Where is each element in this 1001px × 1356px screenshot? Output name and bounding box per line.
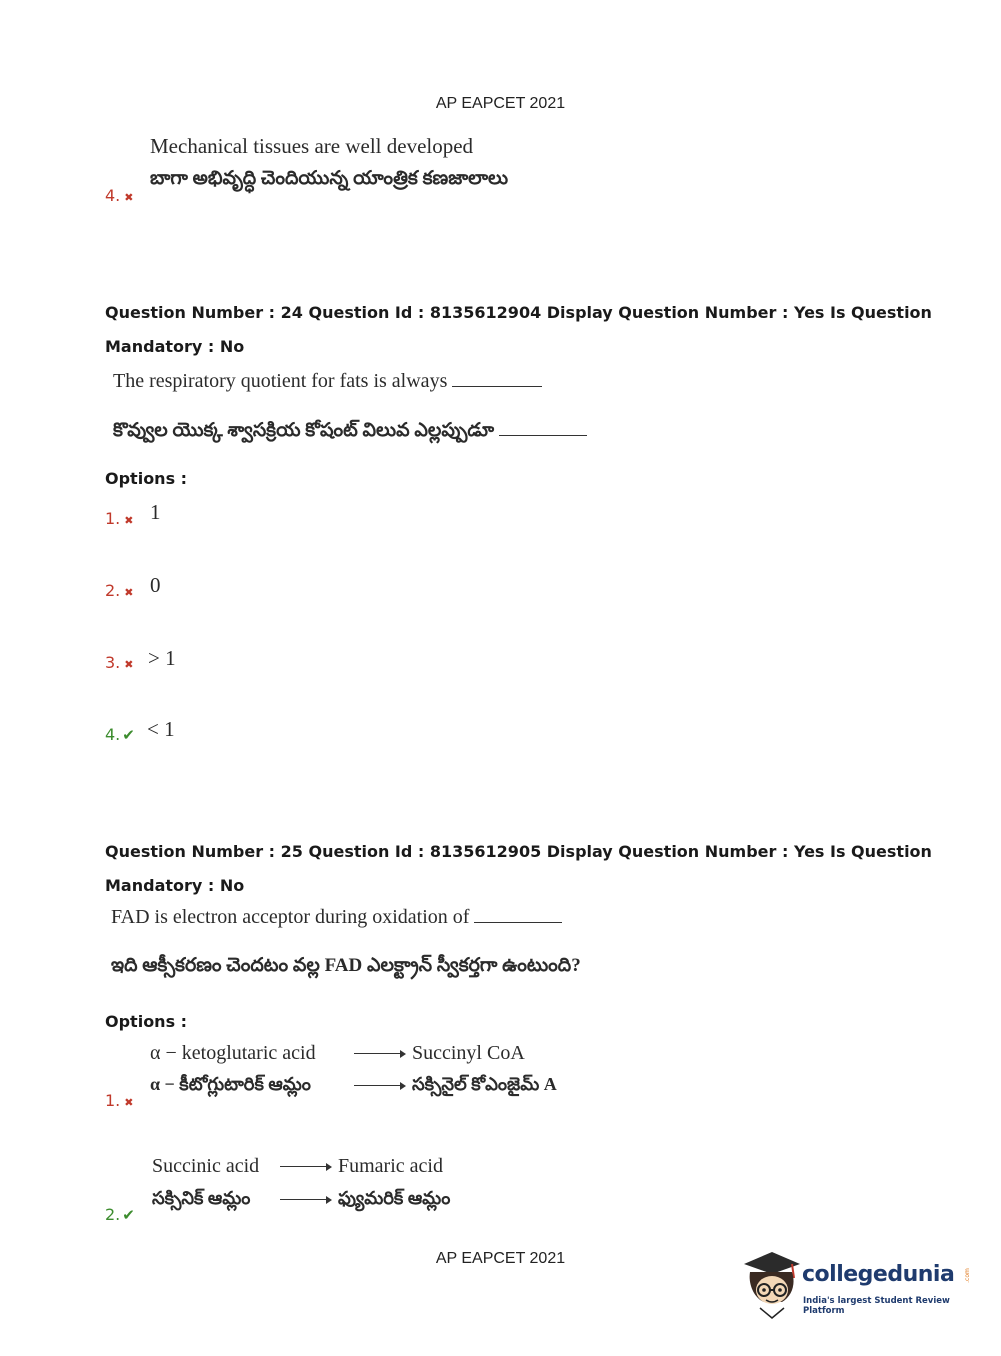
option-text: < 1 bbox=[147, 717, 175, 741]
option-number: 2. ✔ bbox=[105, 1205, 135, 1224]
cross-icon: ✖ bbox=[124, 1096, 134, 1109]
answer-blank bbox=[474, 921, 562, 923]
option-number: 1. ✖ bbox=[105, 509, 134, 528]
reaction-arrow bbox=[354, 1049, 406, 1059]
option-number: 4. ✖ bbox=[105, 186, 134, 205]
question-header-line: Question Number : 24 Question Id : 8135612904 Display Question Number : Yes Is Question bbox=[105, 303, 932, 322]
option-reaction-te: α − కీటోగ్లుటారిక్ ఆమ్లం సక్సినైల్ కోఎంజైమ్ A bbox=[150, 1074, 557, 1094]
option-reaction-en: α − ketoglutaric acid Succinyl CoA bbox=[150, 1042, 525, 1064]
options-label: Options : bbox=[105, 1012, 188, 1031]
mascot-icon bbox=[742, 1250, 802, 1320]
question-text-en: FAD is electron acceptor during oxidation of bbox=[111, 906, 562, 929]
options-label: Options : bbox=[105, 469, 188, 488]
option-text: 1 bbox=[150, 500, 161, 524]
option-text: 0 bbox=[150, 573, 161, 597]
option-reaction-en: Succinic acid Fumaric acid bbox=[152, 1155, 443, 1177]
reaction-arrow bbox=[280, 1195, 332, 1205]
cross-icon: ✖ bbox=[124, 658, 134, 671]
cross-icon: ✖ bbox=[124, 191, 134, 204]
logo-tagline: India's largest Student Review Platform bbox=[803, 1296, 950, 1316]
question-mandatory: Mandatory : No bbox=[105, 876, 245, 895]
cross-icon: ✖ bbox=[124, 514, 134, 527]
option-reaction-te: సక్సినిక్ ఆమ్లం ఫ్యుమరిక్ ఆమ్లం bbox=[152, 1188, 451, 1208]
question-mandatory: Mandatory : No bbox=[105, 337, 245, 356]
option-number: 4. ✔ bbox=[105, 725, 135, 744]
cross-icon: ✖ bbox=[124, 586, 134, 599]
reaction-arrow bbox=[354, 1081, 406, 1091]
option-text: > 1 bbox=[148, 646, 176, 670]
question-text-te: కొవ్వుల యొక్క శ్వాసక్రియ కోషంట్ విలువ ఎల్లప్పుడూ bbox=[113, 420, 587, 446]
question-text-te: ఇది ఆక్సీకరణం చెందటం వల్ల FAD ఎలక్ట్రాన్ స్వీకర్తగా ఉంటుంది? bbox=[111, 955, 581, 976]
option-number: 1. ✖ bbox=[105, 1091, 134, 1110]
option-text-te: బాగా అభివృద్ధి చెందియున్న యాంత్రిక కణజాలాలు bbox=[150, 168, 509, 189]
option-number: 3. ✖ bbox=[105, 653, 134, 672]
page-header: AP EAPCET 2021 bbox=[435, 95, 566, 112]
collegedunia-logo bbox=[742, 1250, 972, 1320]
reaction-arrow bbox=[280, 1162, 332, 1172]
answer-blank bbox=[452, 385, 542, 387]
logo-name: collegedunia bbox=[802, 1262, 955, 1287]
check-icon: ✔ bbox=[122, 1206, 135, 1224]
check-icon: ✔ bbox=[122, 726, 135, 744]
question-text-en: The respiratory quotient for fats is always bbox=[113, 370, 542, 393]
option-number: 2. ✖ bbox=[105, 581, 134, 600]
logo-suffix: .com bbox=[963, 1268, 971, 1283]
answer-blank bbox=[499, 434, 587, 436]
question-header-line: Question Number : 25 Question Id : 8135612905 Display Question Number : Yes Is Question bbox=[105, 842, 932, 861]
page-footer: AP EAPCET 2021 bbox=[435, 1250, 566, 1267]
option-text-en: Mechanical tissues are well developed bbox=[150, 134, 474, 158]
